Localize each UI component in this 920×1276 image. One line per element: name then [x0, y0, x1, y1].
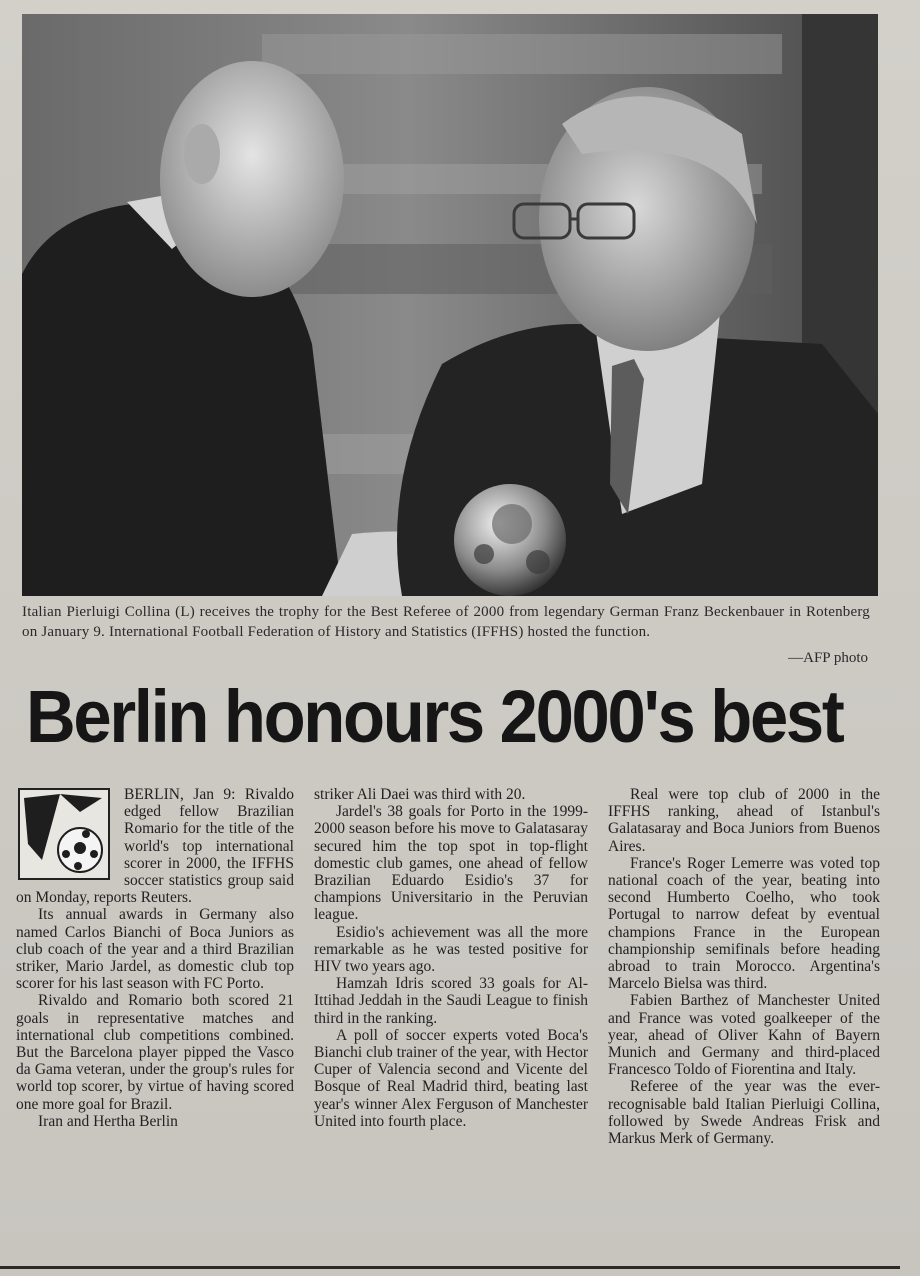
paragraph: Fabien Barthez of Manchester United and France was voted goalkeeper of the year, ahead of Oliver Kahn of Bayern Munich and Germany and third-placed Francesco Toldo of Fiorentina and Italy.	[608, 992, 880, 1079]
photo-caption	[22, 602, 870, 642]
paragraph: BERLIN, Jan 9: Rivaldo edged fellow Brazilian Romario for the title of the world's top international scorer in 2000, the IFFHS soccer statistics group said on Monday, reports Reuters.	[16, 786, 294, 907]
paragraph: striker Ali Daei was third with 20.	[314, 786, 526, 803]
bottom-rule	[0, 1266, 900, 1269]
paragraph: Rivaldo and Romario both scored 21 goals in representative matches and international club competitions combined. But the Barcelona player pipped the Vasco da Gama veteran, under the group's rules for world top scorer, by virtue of having scored one more goal for Brazil.	[16, 992, 294, 1113]
paragraph: A poll of soccer experts voted Boca's Bianchi club trainer of the year, with Hector Cuper of Valencia second and Vicente del Bosque of Real Madrid third, beating last year's winner Alex Ferguson of Manchester United into fourth place.	[314, 1026, 588, 1130]
paragraph: Iran and Hertha Berlin	[38, 1112, 178, 1130]
paragraph: Jardel's 38 goals for Porto in the 1999-2000 season before his move to Galatasaray secured him the top spot in top-flight domestic club games, one ahead of fellow Brazilian Eduardo Esidio's 37 for champions Universitario in the Peruvian league.	[314, 803, 588, 924]
soccer-ball-logo-icon	[18, 788, 110, 880]
article-column-1	[16, 786, 294, 1130]
photo-credit: —AFP photo	[788, 650, 868, 666]
paragraph: France's Roger Lemerre was voted top national coach of the year, beating into second Humberto Coelho, who took Portugal to narrow defeat by eventual champions France in the European championship semifinals before heading abroad to train Morocco. Argentina's Marcelo Bielsa was third.	[608, 854, 880, 993]
headline: Berlin honours 2000's best	[26, 675, 843, 758]
paragraph: Referee of the year was the ever-recognisable bald Italian Pierluigi Collina, followed by Swede Andreas Frisk and Markus Merk of Germany.	[608, 1078, 880, 1148]
article-column-3	[608, 786, 880, 1147]
paragraph: Real were top club of 2000 in the IFFHS ranking, ahead of Istanbul's Galatasaray and Boca Juniors from Buenos Aires.	[608, 786, 880, 855]
photo-caption-text: Italian Pierluigi Collina (L) receives the trophy for the Best Referee of 2000 from legendary German Franz Beckenbauer in Rotenberg on January 9. International Football Federation of History and Statistics (IFFHS) hosted the function.	[22, 604, 870, 640]
paragraph: Esidio's achievement was all the more remarkable as he was tested positive for HIV two years ago.	[314, 923, 588, 976]
paragraph: Its annual awards in Germany also named Carlos Bianchi of Boca Juniors as club coach of the year and a third Brazilian striker, Mario Jardel, as domestic club top scorer for his last season with FC Porto.	[16, 906, 294, 993]
photo-two-men-trophy-icon	[22, 14, 878, 596]
news-photo	[22, 14, 878, 596]
article-column-2	[314, 786, 588, 1130]
paragraph: Hamzah Idris scored 33 goals for Al-Ittihad Jeddah in the Saudi League to finish third in the ranking.	[314, 975, 588, 1027]
